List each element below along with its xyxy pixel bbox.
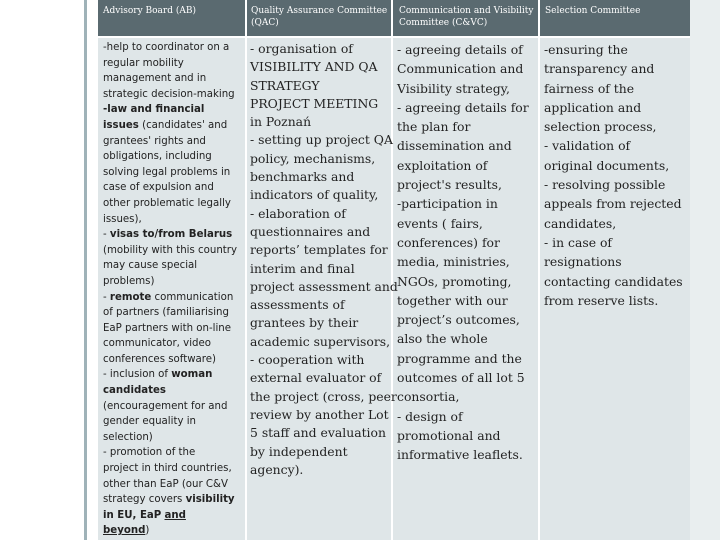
text-line xyxy=(103,258,237,274)
text-line xyxy=(103,352,237,368)
text-run: ) xyxy=(145,525,150,537)
text-line: original documents, xyxy=(544,157,670,173)
text-run: - inclusion of xyxy=(103,369,172,381)
text-run: gender equality in xyxy=(103,416,196,428)
text-line xyxy=(103,477,237,493)
text-line: promotional and xyxy=(397,427,501,443)
text-line: candidates, xyxy=(544,215,617,231)
text-line xyxy=(103,290,237,306)
text-line: questionnaires and xyxy=(250,223,371,239)
text-line: - design of xyxy=(397,408,463,424)
text-line: the project (cross, peer xyxy=(250,388,397,404)
text-run: other than EaP (our C&V xyxy=(103,478,228,490)
text-line: - in case of xyxy=(544,234,613,250)
text-run: may cause special xyxy=(103,260,198,272)
text-run: other problematic legally xyxy=(103,197,231,209)
header-advisory-board: Advisory Board (AB) xyxy=(103,6,196,16)
header-selection-committee: Selection Committee xyxy=(545,6,641,16)
text-run: (encouragement for and xyxy=(103,400,228,412)
text-line xyxy=(103,336,237,352)
text-line xyxy=(103,367,237,383)
left-decorative-rule xyxy=(84,0,87,540)
text-run: - xyxy=(103,291,110,303)
text-run: obligations, including xyxy=(103,151,212,163)
column-divider xyxy=(245,0,247,540)
right-decorative-band xyxy=(690,0,720,540)
text-line xyxy=(103,274,237,290)
text-line: policy, mechanisms, xyxy=(250,150,376,166)
text-line: transparency and xyxy=(544,61,655,77)
text-run: problems) xyxy=(103,275,155,287)
text-line: the plan for xyxy=(397,119,471,135)
text-run: issues xyxy=(103,119,139,131)
text-line xyxy=(103,227,237,243)
text-run: -law and financial xyxy=(103,104,205,116)
text-line xyxy=(103,492,237,508)
header-quality-assurance-committee: Quality Assurance Committee (QAC) xyxy=(251,6,388,28)
text-line: NGOs, promoting, xyxy=(397,273,512,289)
text-line: appeals from rejected xyxy=(544,196,682,212)
text-line xyxy=(103,87,237,103)
text-run: grantees' rights and xyxy=(103,135,206,147)
text-line: informative leaflets. xyxy=(397,447,523,463)
text-line: agency). xyxy=(250,461,304,477)
text-line: -participation in xyxy=(397,196,498,212)
text-line: indicators of quality, xyxy=(250,187,379,203)
text-line: selection process, xyxy=(544,119,657,135)
text-line: conferences) for xyxy=(397,234,500,250)
text-line xyxy=(103,399,237,415)
text-run: remote xyxy=(109,291,152,303)
text-run: woman xyxy=(171,369,213,381)
text-line: in Poznań xyxy=(250,114,312,130)
text-run: selection) xyxy=(103,431,153,443)
text-run: visas to/from Belarus xyxy=(109,229,233,241)
text-line xyxy=(103,430,237,446)
text-line xyxy=(103,165,237,181)
text-line xyxy=(103,243,237,259)
text-line: exploitation of xyxy=(397,157,488,173)
text-run: -help to coordinator on a xyxy=(103,42,230,53)
header-communication-visibility-committee: Communication and Visibility Committee (C&VC) xyxy=(399,6,534,28)
text-line: PROJECT MEETING xyxy=(250,95,379,111)
text-line: benchmarks and xyxy=(250,169,355,185)
advisory-board-cell xyxy=(103,40,237,539)
text-run: of partners (familiarising xyxy=(103,307,229,319)
text-line: consortia, xyxy=(397,389,460,405)
header-divider xyxy=(98,36,690,38)
text-line: - setting up project QA xyxy=(250,132,393,148)
text-line: - resolving possible xyxy=(544,177,666,193)
text-run: regular mobility xyxy=(103,57,184,69)
text-line: media, ministries, xyxy=(397,254,510,270)
text-line: Communication and xyxy=(397,61,524,77)
text-run: management and in xyxy=(103,73,207,85)
text-line xyxy=(103,445,237,461)
text-line: fairness of the xyxy=(544,80,635,96)
text-run: solving legal problems in xyxy=(103,166,231,178)
text-line xyxy=(103,56,237,72)
text-line xyxy=(103,305,237,321)
text-line: project’s outcomes, xyxy=(397,312,520,328)
text-line: also the whole xyxy=(397,331,488,347)
text-line xyxy=(103,414,237,430)
selection-committee-cell xyxy=(544,40,683,310)
text-run: (candidates' and xyxy=(138,119,228,131)
text-line: programme and the xyxy=(397,350,522,366)
text-line: contacting candidates xyxy=(544,273,683,289)
text-run: conferences software) xyxy=(103,353,216,365)
text-run: in EU, EaP xyxy=(103,509,162,521)
text-line: by independent xyxy=(250,443,348,459)
text-line xyxy=(103,71,237,87)
text-line xyxy=(103,40,237,56)
text-line: STRATEGY xyxy=(250,77,320,93)
text-line: application and xyxy=(544,99,642,115)
text-line: external evaluator of xyxy=(250,370,382,386)
text-line: review by another Lot xyxy=(250,406,389,422)
text-line: grantees by their xyxy=(250,315,359,331)
text-line: together with our xyxy=(397,292,508,308)
text-line xyxy=(103,461,237,477)
text-line: - agreeing details for xyxy=(397,99,529,115)
communication-visibility-cell xyxy=(397,40,529,465)
text-line xyxy=(103,118,237,134)
text-line: assessments of xyxy=(250,297,345,313)
text-line: - cooperation with xyxy=(250,352,365,368)
text-line: - validation of xyxy=(544,138,631,154)
text-line: dissemination and xyxy=(397,138,512,154)
text-run: and xyxy=(164,509,186,521)
text-line xyxy=(103,383,237,399)
text-line xyxy=(103,508,237,524)
text-run: project in third countries, xyxy=(103,463,232,475)
text-run: communication xyxy=(151,291,234,303)
text-line: from reserve lists. xyxy=(544,292,659,308)
text-line xyxy=(103,321,237,337)
text-line xyxy=(103,523,237,539)
text-line: interim and final xyxy=(250,260,355,276)
quality-assurance-cell xyxy=(250,40,398,479)
text-run: candidates xyxy=(103,385,166,397)
text-line: resignations xyxy=(544,254,622,270)
text-line: -ensuring the xyxy=(544,42,628,57)
text-line: - elaboration of xyxy=(250,205,346,221)
text-line: 5 staff and evaluation xyxy=(250,425,386,441)
text-line xyxy=(103,149,237,165)
text-line xyxy=(103,134,237,150)
text-line xyxy=(103,180,237,196)
text-run: strategy covers xyxy=(103,494,186,506)
text-run: communicator, video xyxy=(103,338,211,350)
text-run: issues), xyxy=(103,213,142,225)
text-line xyxy=(103,196,237,212)
text-line: outcomes of all lot 5 xyxy=(397,370,525,386)
text-run: EaP partners with on-line xyxy=(103,322,232,334)
text-line xyxy=(103,212,237,228)
text-line: - agreeing details of xyxy=(397,42,523,57)
text-run: (mobility with this country xyxy=(103,244,237,256)
text-line: events ( fairs, xyxy=(397,215,483,231)
text-line: project assessment and xyxy=(250,278,398,294)
text-line xyxy=(103,102,237,118)
text-run: visibility xyxy=(185,494,235,506)
text-line: - organisation of xyxy=(250,41,353,56)
text-run: beyond xyxy=(103,525,146,537)
committees-table xyxy=(98,0,690,540)
text-line: academic supervisors, xyxy=(250,333,391,349)
text-run: case of expulsion and xyxy=(103,182,214,194)
text-line: project's results, xyxy=(397,177,502,193)
column-divider xyxy=(538,0,540,540)
text-line: VISIBILITY AND QA xyxy=(250,59,378,75)
text-run: strategic decision-making xyxy=(103,88,235,100)
text-line: reports’ templates for xyxy=(250,242,388,258)
text-run: - promotion of the xyxy=(103,447,196,459)
text-run: - xyxy=(103,229,110,241)
text-line: Visibility strategy, xyxy=(397,80,510,96)
